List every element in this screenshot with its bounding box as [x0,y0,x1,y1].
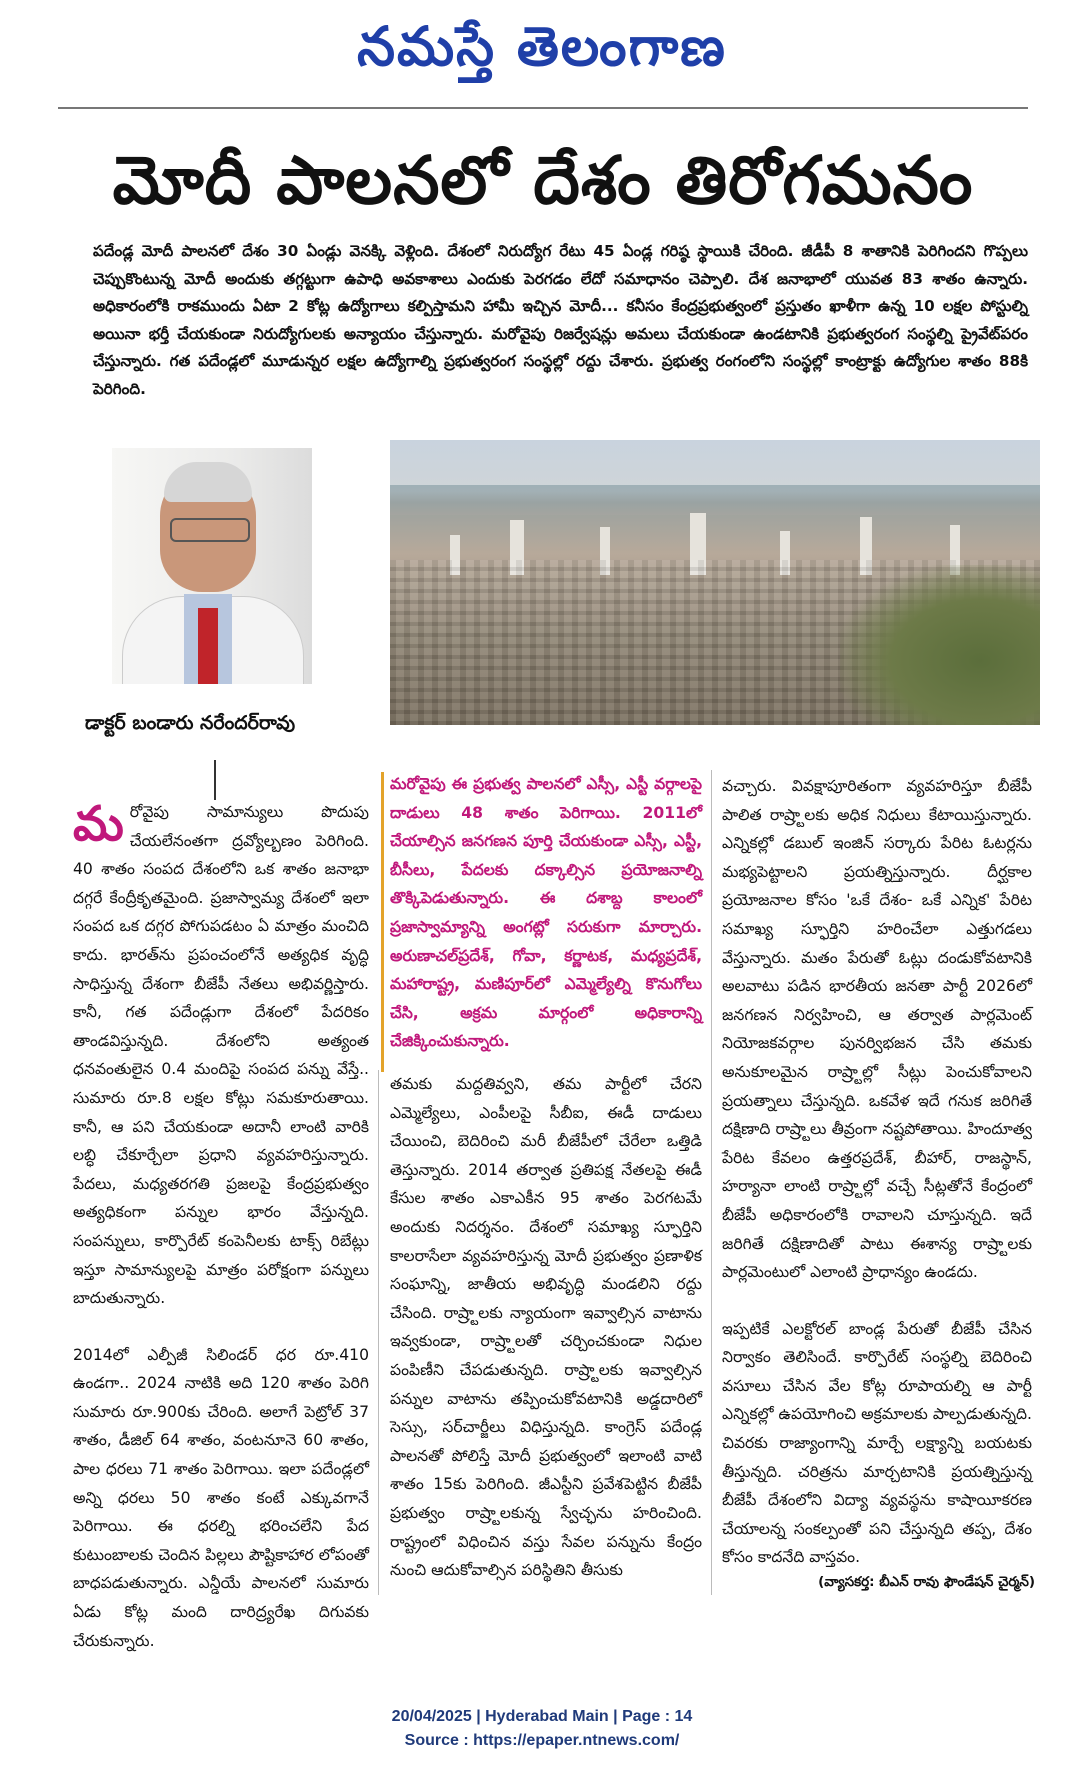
footer-source-link[interactable]: Source : https://epaper.ntnews.com/ [404,1732,680,1749]
city-skyline-photo [390,440,1040,725]
column-3 [722,772,1032,1572]
drop-cap: మ [73,796,124,852]
column-1-paragraph-2: 2014లో ఎల్పీజీ సిలిండర్ ధర రూ.410 ఉండగా.. 2024 నాటికి అది 120 శాతం పెరిగి సుమారు రూ.900కు చేరింది. అలాగే పెట్రోల్ 37 శాతం, డీజిల్ 64 శాతం, వంటనూనె 60 శాతం, పాల ధరలు 71 శాతం పెరిగాయి. ఇలా పదేండ్లలో అన్ని ధరలు 50 శాతం కంటే ఎక్కువగానే పెరిగాయి. ఈ ధరల్ని భరించలేని పేద కుటుంబాలకు చెందిన పిల్లలు పౌష్టికాహార లోపంతో బాధపడుతున్నారు. ఎన్డీయే పాలనలో సుమారు ఏడు కోట్ల మంది దారిద్ర్యరేఖ దిగువకు చేరుకున్నారు. [73,1345,369,1650]
masthead-divider [58,107,1028,109]
column-2 [390,1070,702,1585]
author-name: డాక్టర్ బండారు నరేందర్‌రావు [85,712,296,734]
column-1 [73,798,369,1655]
column-2-paragraph: తమకు మద్దతివ్వని, తమ పార్టీలో చేరని ఎమ్మెల్యేలు, ఎంపీలపై సీబీఐ, ఈడీ దాడులు చేయించి, బెదిరించి మరీ బీజేపీలో చేరేలా ఒత్తిడి తెస్తున్నారు. 2014 తర్వాత ప్రతిపక్ష నేతలపై ఈడీ కేసుల శాతం ఎకాఎకీన 95 శాతం పెరగటమే అందుకు నిదర్శనం. దేశంలో సమాఖ్య స్ఫూర్తిని కాలరాసేలా వ్యవహరిస్తున్న మోదీ ప్రభుత్వం ప్రణాళిక సంఘాన్ని, జాతీయ అభివృద్ధి మండలిని రద్దు చేసింది. రాష్ర్టాలకు న్యాయంగా ఇవ్వాల్సిన వాటాను ఇవ్వకుండా, రాష్ర్టాలతో చర్చించకుండా నిధుల పంపిణీని చేపడుతున్నది. రాష్ర్టాలకు ఇవ్వాల్సిన పన్నుల వాటాను తప్పించుకోవటానికి అడ్డదారిలో సెస్సు, సర్‌చార్జీలు విధిస్తున్నది. కాంగ్రెస్ పదేండ్ల పాలనతో పోలిస్తే మోదీ ప్రభుత్వంలో ఇలాంటి వాటి శాతం 15కు పెరిగింది. జీఎస్టీని ప్రవేశపెట్టిన బీజేపీ ప్రభుత్వం రాష్ర్టాలకున్న స్వేచ్ఛను హరించింది. రాష్ట్రంలో విధించిన వస్తు సేవల పన్నును కేంద్రం నుంచి ఆదుకోవాల్సిన పరిస్థితిని తీసుకు [390,1075,702,1580]
author-photo [112,448,312,684]
column-1-paragraph-1: రోవైపు సామాన్యులు పొదుపు చేయలేనంతగా ద్రవ్యోల్బణం పెరిగింది. 40 శాతం సంపద దేశంలోని ఒక శాతం జనాభా దగ్గరే కేంద్రీకృతమైంది. ప్రజాస్వామ్య దేశంలో ఇలా సంపద ఒక దగ్గర పోగుపడటం ఏ మాత్రం మంచిది కాదు. భారత్‌ను ప్రపంచంలోనే అత్యధిక వృద్ధి సాధిస్తున్న దేశంగా బీజేపీ నేతలు అభివర్ణిస్తారు. కానీ, గత పదేండ్లుగా దేశంలో పేదరికం తాండవిస్తున్నది. దేశంలోని అత్యంత ధనవంతులైన 0.4 మందిపై సంపద పన్ను వేస్తే.. సుమారు రూ.8 లక్షల కోట్లు సమకూరుతాయి. కానీ, ఆ పని చేయకుండా అదానీ లాంటి వారికి లబ్ధి చేకూర్చేలా ప్రధాని వ్యవహరిస్తున్నారు. పేదలు, మధ్యతరగతి ప్రజలపై కేంద్రప్రభుత్వం అత్యధికంగా పన్నుల భారం వేస్తున్నది. సంపన్నులు, కార్పొరేట్ కంపెనీలకు టాక్స్ రిబేట్లు ఇస్తూ సామాన్యులపై మాత్రం పరోక్షంగా పన్నులు బాదుతున్నారు. [73,803,369,1308]
column-3-paragraph-1: వచ్చారు. వివక్షాపూరితంగా వ్యవహరిస్తూ బీజేపీ పాలిత రాష్ర్టాలకు అధిక నిధులు కేటాయిస్తున్నారు. ఎన్నికల్లో డబుల్ ఇంజిన్ సర్కారు పేరిట ఓటర్లను మభ్యపెట్టాలని ప్రయత్నిస్తున్నారు. దీర్ఘకాల ప్రయోజనాల కోసం 'ఒకే దేశం- ఒకే ఎన్నిక' పేరిట సమాఖ్య స్ఫూర్తిని హరించేలా ఎత్తుగడలు వేస్తున్నారు. మతం పేరుతో ఓట్లు దండుకోవటానికి అలవాటు పడిన భారతీయ జనతా పార్టీ 2026లో జనగణన నిర్వహించి, ఆ తర్వాత పార్లమెంట్ నియోజకవర్గాల పునర్విభజన చేసి తమకు అనుకూలమైన రాష్ర్టాల్లో సీట్లు పెంచుకోవాలని ప్రయత్నాలు చేస్తున్నది. ఒకవేళ ఇదే గనుక జరిగితే దక్షిణాది రాష్ర్టాలు తీవ్రంగా నష్టపోతాయి. హిందూత్వ పేరిట కేవలం ఉత్తరప్రదేశ్, బీహార్, రాజస్థాన్, హర్యానా లాంటి రాష్ర్టాల్లో వచ్చే సీట్లతోనే కేంద్రంలో బీజేపీ అధికారంలోకి రావాలని చూస్తున్నది. ఇదే జరిగితే దక్షిణాదితో పాటు ఈశాన్య రాష్ర్టాలకు పార్లమెంటులో ఎలాంటి ప్రాధాన్యం ఉండదు. [722,777,1032,1282]
author-divider [214,760,216,800]
footer-date-edition: 20/04/2025 | Hyderabad Main | Page : 14 [391,1708,693,1725]
article-headline: మోదీ పాలనలో దేశం తిరోగమనం [112,141,974,219]
newspaper-logo: నమస్తే తెలంగాణ [357,15,727,78]
masthead [0,4,1084,90]
author-byline: (వ్యాసకర్త: బీఎన్ రావు ఫౌండేషన్ చైర్మన్) [818,1574,1035,1590]
column-3-paragraph-2: ఇప్పటికే ఎలక్టోరల్ బాండ్ల పేరుతో బీజేపీ చేసిన నిర్వాకం తెలిసిందే. కార్పొరేట్ సంస్థల్ని బెదిరించి వసూలు చేసిన వేల కోట్ల రూపాయల్ని ఆ పార్టీ ఎన్నికల్లో ఉపయోగించి అక్రమాలకు పాల్పడుతున్నది. చివరకు రాజ్యాంగాన్ని మార్చే లక్ష్యాన్ని బయటకు తీస్తున్నది. చరిత్రను మార్చటానికి ప్రయత్నిస్తున్న బీజేపీ దేశంలోని విద్యా వ్యవస్థను కాషాయీకరణ చేయాలన్న సంకల్పంతో పని చేస్తున్నది తప్ప, దేశం కోసం కాదనేది వాస్తవం. [722,1319,1032,1567]
column-divider [711,770,712,1595]
article-intro: పదేండ్ల మోదీ పాలనలో దేశం 30 ఏండ్లు వెనక్కి వెళ్లింది. దేశంలో నిరుద్యోగ రేటు 45 ఏండ్ల గరిష్ఠ స్థాయికి చేరింది. జీడీపీ 8 శాతానికి పెరిగిందని గొప్పలు చెప్పుకొంటున్న మోదీ అందుకు తగ్గట్టుగా ఉపాధి అవకాశాలు ఎందుకు పెరగడం లేదో సమాధానం చెప్పాలి. దేశ జనాభాలో యువత 83 శాతం ఉన్నారు. అధికారంలోకి రాకముందు ఏటా 2 కోట్ల ఉద్యోగాలు కల్పిస్తామని హామీ ఇచ్చిన మోదీ... కనీసం కేంద్రప్రభుత్వంలో ప్రస్తుతం ఖాళీగా ఉన్న 10 లక్షల పోస్టుల్ని అయినా భర్తీ చేయకుండా నిరుద్యోగులకు అన్యాయం చేస్తున్నారు. మరోవైపు రిజర్వేషన్లు అమలు చేయకుండా ఉండటానికి ప్రభుత్వరంగ సంస్థల్ని ప్రైవేట్‌పరం చేస్తున్నారు. గత పదేండ్లలో మూడున్నర లక్షల ఉద్యోగాల్ని ప్రభుత్వరంగ సంస్థల్లో రద్దు చేశారు. ప్రభుత్వ రంగంలోని సంస్థల్లో కాంట్రాక్టు ఉద్యోగుల శాతం 88కి పెరిగింది. [93,242,1028,398]
pullquote-bar [381,772,384,1072]
column-divider [378,1070,379,1595]
pullquote: మరోవైపు ఈ ప్రభుత్వ పాలనలో ఎస్సీ, ఎస్టీ వర్గాలపై దాడులు 48 శాతం పెరిగాయి. 2011లో చేయాల్సిన జనగణన పూర్తి చేయకుండా ఎస్సీ, ఎస్టీ, బీసీలు, పేదలకు దక్కాల్సిన ప్రయోజనాల్ని తొక్కిపెడుతున్నారు. ఈ దశాబ్ద కాలంలో ప్రజాస్వామ్యాన్ని అంగట్లో సరుకుగా మార్చారు. అరుణాచల్‌ప్రదేశ్, గోవా, కర్ణాటక, మధ్యప్రదేశ్, మహారాష్ట్ర, మణిపూర్‌లో ఎమ్మెల్యేల్ని కొనుగోలు చేసి, అక్రమ మార్గంలో అధికారాన్ని చేజిక్కించుకున్నారు. [390,775,702,1051]
